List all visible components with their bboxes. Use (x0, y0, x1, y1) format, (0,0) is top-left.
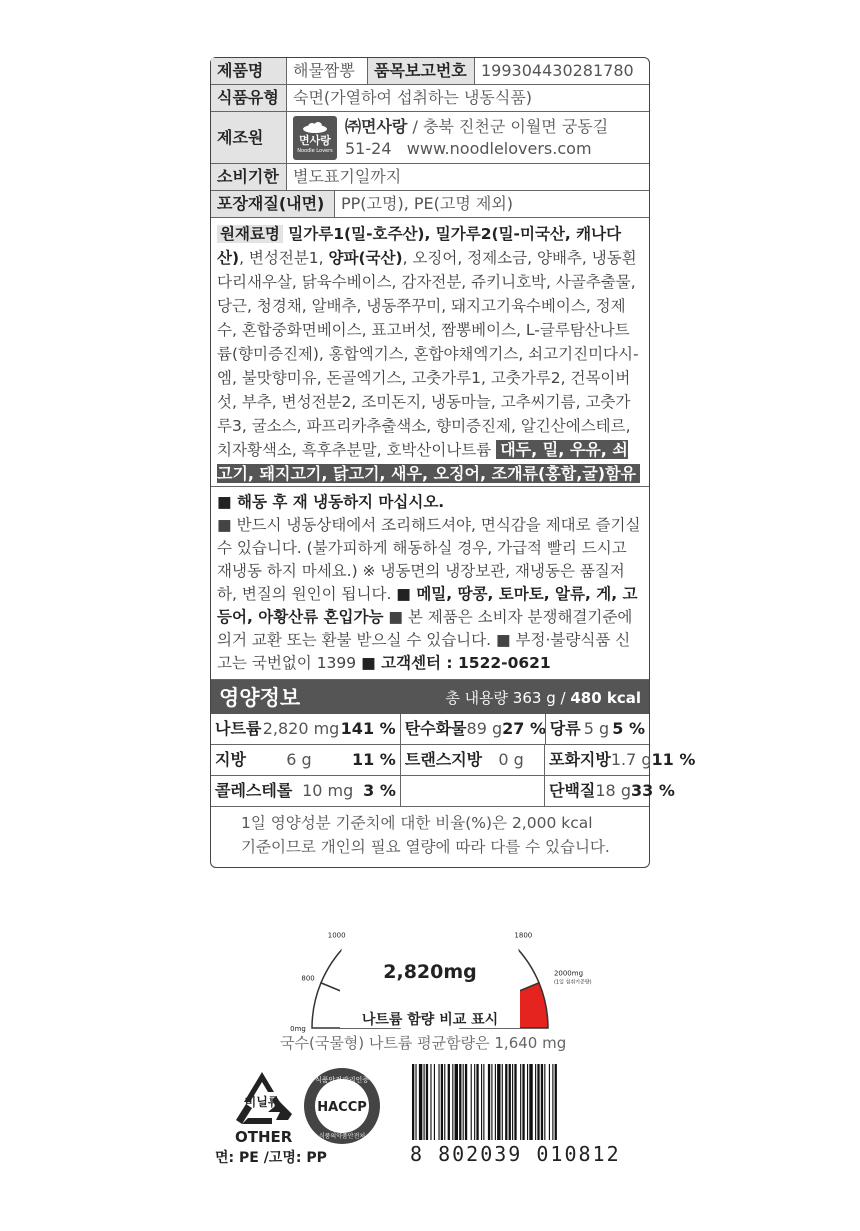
barcode-bar (549, 1064, 550, 1140)
nutrient-name: 당류 (549, 719, 581, 738)
barcode-bar (491, 1064, 492, 1140)
nutrition-title: 영양정보 (219, 686, 301, 710)
expiry-value: 별도표기일까지 (293, 167, 402, 186)
barcode-bar (483, 1064, 484, 1140)
barcode-bar (424, 1064, 425, 1140)
barcode-digits: 8 802039 010812 (410, 1142, 621, 1166)
barcode-bar (527, 1064, 528, 1140)
barcode-bar (434, 1064, 435, 1140)
nutrient-percent: 11 % (351, 750, 396, 769)
type-value: 숙면(가열하여 섭취하는 냉동식품) (293, 88, 533, 107)
nutrient-percent: 5 % (612, 719, 645, 738)
ingredients-key: 원재료명 (217, 225, 283, 243)
packaging-row (211, 191, 649, 218)
barcode-bar (463, 1064, 464, 1140)
maker-logo (293, 116, 337, 160)
nutrient-name: 트랜스지방 (404, 750, 483, 769)
barcode-bar (520, 1064, 521, 1140)
barcode-bar (502, 1064, 503, 1140)
report-value: 199304430281780 (481, 61, 634, 80)
nutrient-amount: 18 g (595, 781, 631, 800)
barcode-bar (452, 1064, 453, 1140)
barcode-bar (514, 1064, 516, 1140)
type-key: 식품유형 (211, 85, 287, 111)
nutrient-amount: 10 mg (302, 781, 354, 800)
nutrient-amount: 6 g (286, 750, 312, 769)
barcode-bar (465, 1064, 467, 1140)
maker-address-2: 51-24 (345, 138, 392, 158)
nutrient-percent: 141 % (340, 719, 396, 738)
gauge-chart (265, 880, 595, 1033)
footnote-line2: 기준이므로 개인의 필요 열량에 따라 다를 수 있습니다. (241, 838, 610, 856)
barcode-bar (430, 1064, 431, 1140)
barcode-bar (495, 1064, 496, 1140)
nutrient-amount: 1.7 g (610, 750, 652, 769)
barcode-bar (488, 1064, 490, 1140)
recycle-icon (222, 1068, 302, 1130)
barcode-bar (541, 1064, 543, 1140)
barcode-bar (555, 1064, 557, 1140)
nutrition-table (211, 714, 696, 807)
barcode-bar (471, 1064, 472, 1140)
recycle-material: 면: PE /고명: PP (215, 1150, 327, 1166)
nutrition-row (211, 714, 649, 745)
nutrient-cell (400, 745, 544, 775)
nutrient-percent: 27 % (502, 719, 546, 738)
maker-url: www.noodlelovers.com (406, 138, 592, 158)
nutrient-cell (400, 776, 544, 806)
barcode-bar (459, 1064, 461, 1140)
expiry-key: 소비기한 (211, 164, 287, 190)
sodium-gauge (265, 880, 595, 1034)
nutrient-name: 탄수화물 (404, 719, 467, 738)
barcode (410, 1064, 640, 1144)
barcode-bar (474, 1064, 475, 1140)
name-value: 해물짬뽕 (293, 61, 355, 80)
nutrient-percent: 3 % (363, 781, 396, 800)
footnote-line1: 1일 영양성분 기준치에 대한 비율(%)은 2,000 kcal (241, 814, 593, 832)
nutrient-name: 단백질 (549, 781, 596, 800)
nutrition-total (445, 687, 641, 708)
barcode-bar (426, 1064, 428, 1140)
customer-center: ■ 고객센터 : 1522-0621 (361, 654, 551, 672)
barcode-bar (535, 1064, 536, 1140)
barcode-bar (419, 1064, 422, 1140)
barcode-bar (512, 1064, 513, 1140)
barcode-bar (415, 1064, 416, 1140)
expiry-row (211, 164, 649, 191)
gauge-note: 국수(국물형) 나트륨 평균함량은 1,640 mg (280, 1034, 567, 1052)
haccp-mark (302, 1066, 382, 1150)
nutrient-cell (544, 776, 675, 806)
nutrient-name: 콜레스테롤 (215, 781, 293, 800)
haccp-text: HACCP (317, 1100, 367, 1115)
barcode-bar (552, 1064, 553, 1140)
haccp-icon (302, 1066, 382, 1146)
barcode-bar (448, 1064, 450, 1140)
gauge-end-sub: (1일 섭취기준량) (553, 979, 592, 986)
nutrient-cell (211, 745, 400, 775)
haccp-top: 식품안전관리인증 (314, 1076, 370, 1084)
ingredients-onion: 양파(국산) (328, 249, 403, 267)
food-label (210, 57, 696, 868)
barcode-bar (476, 1064, 478, 1140)
gauge-center (340, 876, 520, 1028)
nutrient-cell (545, 714, 649, 744)
maker-name: ㈜면사랑 (345, 116, 408, 136)
name-key: 제품명 (211, 58, 287, 84)
recycle-mark (222, 1068, 302, 1134)
warning-refreeze: ■ 해동 후 재 냉동하지 마십시오. (217, 493, 445, 511)
ingredients-text2: , 오징어, 정제소금, 양배추, 냉동흰다리새우살, 닭육수베이스, 감자전분, 쥬키니호박, 사골추출물, 당근, 청경채, 알배추, 냉동쭈꾸미, 돼지고기육수베이스, 정제수, 혼합중화면베이스, 표고버섯, 짬뽕베이스, L-글루탐산나트륨(향미증진제), 홍합엑기스, 혼합야채엑기스, 쇠고기진미다시-엠, 불맛향미유, 돈골엑기스, 고춧가루1, 고춧가루2, 건목이버섯, 부추, 변성전분2, 조미돈지, 냉동마늘, 고추씨기름, 고춧가루3, 굴소스, 파프리카추출색소, 향미증진제, 알긴산에스테르, 치자황색소, 흑후추분말, 호박산이나트륨 (217, 249, 639, 459)
gauge-tick-label: 800 (301, 974, 315, 983)
allergen-statement: 대두, 밀, 우유, 쇠고기, 돼지고기, 닭고기, 새우, 오징어, 조개류(홍합,굴)함유 (217, 440, 640, 483)
maker-key: 제조원 (211, 112, 287, 163)
nutrient-amount: 2,820 mg (262, 719, 340, 738)
barcode-bar (438, 1064, 439, 1140)
barcode-bar (537, 1064, 539, 1140)
manufacturer-row (211, 112, 649, 164)
barcode-bar (481, 1064, 482, 1140)
barcode-bar (544, 1064, 545, 1140)
gauge-end-label: 2000mg (553, 969, 584, 978)
barcode-bar (522, 1064, 524, 1140)
barcode-bar (455, 1064, 458, 1140)
barcode-bar (441, 1064, 443, 1140)
logo-sub: Noodle Lovers (297, 147, 333, 154)
packaging-value: PP(고명), PE(고명 제외) (341, 194, 514, 213)
barcode-bar (444, 1064, 445, 1140)
nutrient-percent: 33 % (630, 781, 675, 800)
nutrition-header (211, 680, 649, 714)
nutrient-name: 포화지방 (549, 750, 611, 769)
gauge-tick-label: 0mg (290, 1025, 306, 1033)
recycle-label: 비닐류 (244, 1095, 280, 1109)
haccp-bottom: 식품의약품안전처 (318, 1133, 366, 1140)
gauge-title: 나트륨 함량 비교 표시 (361, 1012, 499, 1028)
nutrition-row (211, 745, 696, 776)
gauge-tick-label: 1800 (514, 931, 533, 940)
nutrient-amount: 89 g (466, 719, 503, 738)
barcode-bar (412, 1064, 414, 1140)
nutrient-amount: 0 g (498, 750, 524, 769)
nutrient-cell (211, 776, 400, 806)
nutrient-amount: 5 g (583, 719, 610, 738)
warning-cross-contam: ■ 메밀, 땅콩, 토마토, 알류, 게, 고등어, 아황산류 혼입가능 (217, 585, 638, 626)
total-weight: 총 내용량 363 g / (445, 688, 571, 707)
ingredients-block (211, 218, 649, 487)
nutrition-footnote (211, 807, 649, 867)
nutrient-cell (400, 714, 545, 744)
total-kcal: 480 kcal (570, 688, 641, 707)
barcode-bar (529, 1064, 532, 1140)
recycle-other: OTHER (235, 1128, 293, 1146)
gauge-tick-label: 1000 (327, 931, 346, 940)
gauge-value: 2,820mg (383, 961, 477, 983)
warning-refund: ■ 본 제품은 소비자 분쟁해결기준에 의거 교환 또는 환불 받으실 수 있습니다. ■ 부정·불량식품 신고는 국번없이 1399 (217, 608, 633, 672)
nutrient-name: 나트륨 (215, 719, 262, 738)
packaging-key: 포장재질(내면) (211, 191, 335, 217)
report-key: 품목보고번호 (367, 58, 475, 84)
barcode-bar (509, 1064, 511, 1140)
barcode-bars (410, 1064, 640, 1140)
ingredients-text1: , 변성전분1, (239, 249, 329, 267)
cloud-icon (302, 122, 328, 132)
nutrient-cell (544, 745, 696, 775)
nutrient-percent: 11 % (651, 750, 696, 769)
maker-address: / 충북 진천군 이월면 궁동길 (407, 116, 609, 136)
maker-address-block (337, 116, 608, 160)
logo-text: 면사랑 (299, 133, 331, 147)
nutrition-row (211, 776, 675, 807)
product-name-row (211, 58, 649, 85)
barcode-bar (497, 1064, 500, 1140)
nutrient-cell (211, 714, 400, 744)
warning-cooking: ■ 반드시 냉동상태에서 조리해드셔야, 면식감을 제대로 즐기실 수 있습니다. (불가피하게 해동하실 경우, 가급적 빨리 드시고 재냉동 하지 마세요.) ※ 냉동면의 냉장보관, 재냉동은 품질저하, 변질의 원인이 됩니다. (217, 516, 641, 603)
nutrient-name: 지방 (215, 750, 246, 769)
food-type-row (211, 85, 649, 112)
warnings-block (211, 487, 649, 680)
barcode-bar (505, 1064, 507, 1140)
ingredients-wheat: 밀가루1(밀-호주산), 밀가루2(밀-미국산, 캐나다산) (217, 225, 622, 267)
